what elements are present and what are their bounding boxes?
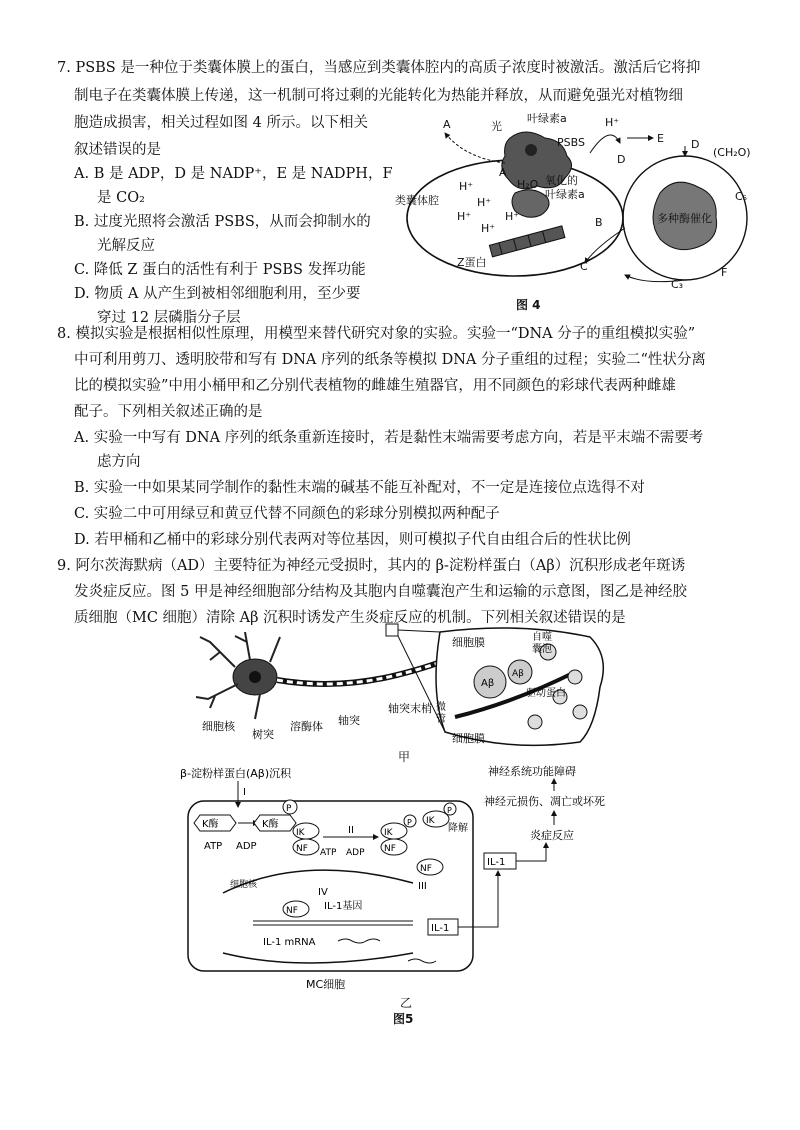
label-micro-1: 微 (436, 702, 446, 713)
label-k-enzyme-2: K酶 (262, 819, 279, 830)
q8-line-3: 比的模拟实验”中用小桶甲和乙分别代表植物的雌雄生殖器官，用不同颜色的彩球代表两种雌雄 (74, 378, 676, 394)
label-nf-2: NF (384, 844, 396, 854)
q8-line-4: 配子。下列相关叙述正确的是 (74, 404, 263, 420)
label-il1-outside: IL-1 (487, 857, 506, 868)
label-e: E (657, 132, 664, 145)
label-water: H₂O (517, 178, 539, 191)
label-atp-1: ATP (204, 841, 223, 852)
q7-option-d-1: D. 物质 A 从产生到被相邻细胞利用，至少要 (74, 286, 361, 302)
q7-option-c: C. 降低 Z 蛋白的活性有利于 PSBS 发挥功能 (74, 262, 366, 278)
label-enzyme: 多种酶催化 (657, 212, 712, 225)
label-abeta-deposition: β-淀粉样蛋白(Aβ)沉积 (180, 767, 292, 780)
label-phosphate-1: P (286, 804, 292, 814)
q7-line-2: 制电子在类囊体膜上传递，这一机制可将过剩的光能转化为热能并释放，从而避免强光对植物细 (74, 88, 683, 104)
label-membrane-top: 细胞膜 (452, 636, 485, 649)
label-step-1: I (243, 787, 246, 798)
q7-line-4: 叙述错误的是 (74, 142, 161, 158)
label-mc-cell: MC细胞 (306, 978, 346, 991)
label-dendrite: 树突 (252, 728, 274, 741)
label-c3: C₃ (671, 278, 684, 291)
q7-option-b-1: B. 过度光照将会激活 PSBS，从而会抑制水的 (74, 214, 371, 230)
q7-option-b-2: 光解反应 (97, 238, 155, 254)
label-oxidized-chlorophyll: 叶绿素a (545, 188, 585, 201)
label-h-plus-1: H⁺ (459, 180, 474, 193)
q7-option-d-2: 穿过 12 层磷脂分子层 (97, 310, 241, 326)
z-protein (489, 226, 565, 257)
label-psbs: PSBS (557, 136, 585, 149)
label-axon: 轴突 (338, 714, 360, 727)
label-adp-2: ADP (346, 848, 365, 858)
label-ch2o: (CH₂O) (713, 146, 751, 159)
label-vesicle: 囊泡 (532, 644, 552, 655)
label-autophagy: 自噬 (532, 632, 552, 643)
label-step-4: IV (318, 887, 328, 898)
label-ik-2: IK (384, 828, 393, 838)
label-step-3: III (418, 881, 427, 892)
label-micro-2: 管 (436, 714, 446, 725)
label-f: F (721, 266, 728, 279)
label-lysosome: 溶酶体 (290, 720, 323, 733)
label-nf-4: NF (286, 906, 298, 916)
q8-option-b: B. 实验一中如果某同学制作的黏性末端的碱基不能互补配对，不一定是连接位点选得不对 (74, 480, 645, 496)
label-h-plus-5: H⁺ (505, 210, 520, 223)
figure-5a-neuron-diagram (190, 622, 620, 747)
label-inflammation: 炎症反应 (530, 829, 574, 842)
figure-4-caption: 图 4 (516, 298, 541, 312)
label-h-plus-3: H⁺ (457, 210, 472, 223)
figure-5a-label: 甲 (398, 750, 411, 764)
label-cell-nucleus: 细胞核 (202, 720, 235, 733)
label-h-plus-stroma: H⁺ (605, 116, 620, 129)
label-d: D (617, 153, 626, 166)
label-phosphate-2: P (407, 818, 412, 827)
label-ik-3: IK (426, 816, 435, 826)
q9-line-1: 9. 阿尔茨海默病（AD）主要特征为神经元受损时，其内的 β-淀粉样蛋白（Aβ）沉积形成老年斑诱 (57, 558, 686, 574)
label-nucleus: 细胞核 (230, 880, 258, 890)
q8-line-2: 中可利用剪刀、透明胶带和写有 DNA 序列的纸条等模拟 DNA 分子重组的过程；实验二“性状分离 (74, 352, 706, 368)
label-neuron-damage: 神经元损伤、凋亡或坏死 (484, 795, 605, 808)
q8-option-c: C. 实验二中可用绿豆和黄豆代替不同颜色的彩球分别模拟两种配子 (74, 506, 500, 522)
label-h-plus-4: H⁺ (481, 222, 496, 235)
q8-option-d: D. 若甲桶和乙桶中的彩球分别代表两对等位基因，则可模拟子代自由组合后的性状比例 (74, 532, 631, 548)
q9-line-2: 发炎症反应。图 5 甲是神经细胞部分结构及其胞内自噬囊泡产生和运输的示意图，图乙是神经胶 (74, 584, 687, 600)
q9-line-3: 质细胞（MC 细胞）清除 Aβ 沉积时诱发产生炎症反应的机制。下列相关叙述错误的是 (74, 610, 626, 626)
label-a-top: A (443, 118, 451, 131)
label-il1-inside: IL-1 (431, 923, 450, 934)
label-ik-1: IK (296, 828, 305, 838)
label-abeta-2: Aβ (512, 669, 524, 679)
label-axon-terminal: 轴突末梢 (388, 702, 432, 715)
label-nf-3: NF (420, 864, 432, 874)
label-chlorophyll-a: 叶绿素a (527, 112, 567, 125)
figure-5-caption: 图5 (393, 1012, 414, 1026)
q7-line-3: 胞造成损害，相关过程如图 4 所示。以下相关 (74, 115, 368, 131)
neuron-nucleus (249, 671, 261, 683)
label-nf-1: NF (296, 844, 308, 854)
label-d-stroma: D (691, 138, 700, 151)
label-light: 光 (491, 120, 502, 133)
q7-line-1: 7. PSBS 是一种位于类囊体膜上的蛋白，当感应到类囊体腔内的高质子浓度时被激活。激活后它将抑 (57, 60, 701, 76)
label-c: C (580, 260, 588, 273)
label-k-enzyme-1: K酶 (202, 819, 219, 830)
label-thylakoid-lumen: 类囊体腔 (395, 194, 439, 207)
label-il1-mrna: IL-1 mRNA (263, 937, 316, 948)
label-c5: C₅ (735, 190, 748, 203)
label-h-plus-2: H⁺ (477, 196, 492, 209)
figure-4-photosynthesis-diagram (395, 108, 760, 303)
label-oxidized: 氧化的 (545, 174, 578, 187)
q7-option-a-1: A. B 是 ADP，D 是 NADP⁺，E 是 NADPH，F (74, 166, 393, 182)
label-step-2: II (348, 825, 354, 836)
label-adp-1: ADP (236, 841, 257, 852)
nuclear-envelope-bottom (223, 953, 413, 963)
q8-option-a-2: 虑方向 (97, 454, 141, 470)
figure-5b-mc-cell-diagram (178, 763, 628, 993)
label-atp-2: ATP (320, 848, 337, 858)
q7-option-a-2: 是 CO₂ (97, 190, 145, 206)
label-degradation: 降解 (448, 823, 468, 834)
q8-line-1: 8. 模拟实验是根据相似性原理，用模型来替代研究对象的实验。实验一“DNA 分子的重组模拟实验” (57, 326, 696, 342)
label-z-protein: Z蛋白 (457, 256, 487, 269)
label-nervous-dysfunction: 神经系统功能障碍 (488, 765, 576, 778)
label-phosphate-3: P (447, 806, 452, 815)
label-il1-gene: IL-1基因 (324, 901, 363, 912)
label-membrane-bottom: 细胞膜 (452, 732, 485, 745)
q8-option-a-1: A. 实验一中写有 DNA 序列的纸条重新连接时，若是黏性末端需要考虑方向，若是平末端不需要考 (74, 430, 704, 446)
figure-5b-label: 乙 (400, 996, 413, 1010)
label-abeta-1: Aβ (481, 678, 495, 689)
label-a-mid: A (499, 166, 507, 179)
label-motor-protein: 驱动蛋白 (526, 688, 566, 699)
label-b: B (595, 216, 603, 229)
